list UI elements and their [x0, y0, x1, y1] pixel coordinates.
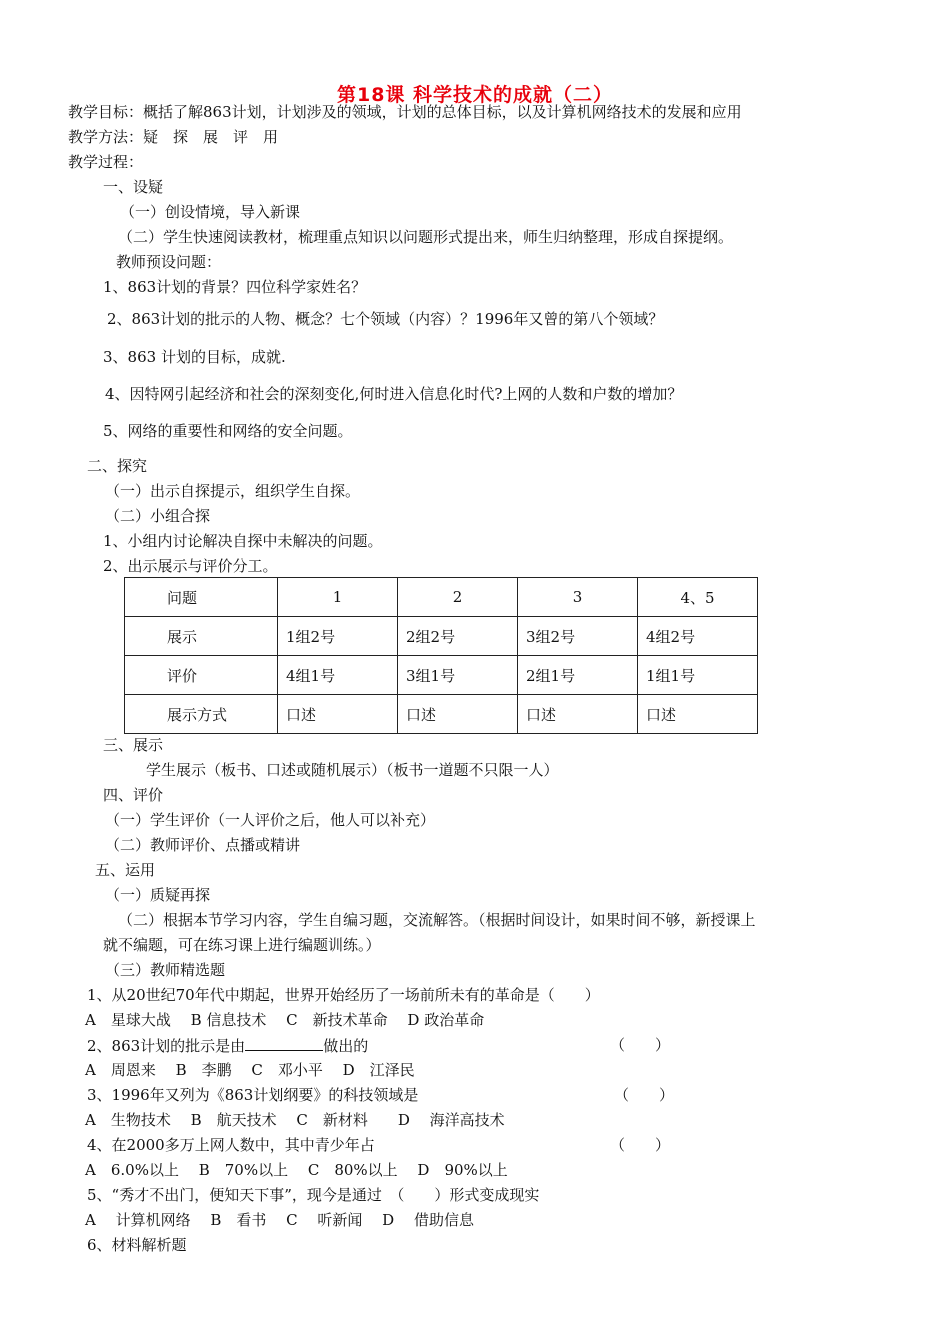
section-2-item-2: 2、出示展示与评价分工。: [103, 557, 278, 575]
quiz-question-1: 1、从20世纪70年代中期起，世界开始经历了一场前所未有的革命是（ ）: [87, 986, 600, 1004]
section-2-p1: （一）出示自探提示，组织学生自探。: [105, 482, 361, 500]
section-1-heading: 一、设疑: [103, 178, 164, 196]
quiz-question-2-paren: （ ）: [610, 1036, 671, 1054]
table-cell: 4、5: [638, 578, 758, 617]
quiz-question-2-text-a: 2、863计划的批示是由: [87, 1037, 246, 1055]
quiz-question-3-paren: （ ）: [614, 1086, 675, 1104]
section-5-p1: （一）质疑再探: [105, 886, 211, 904]
table-cell: 口述: [278, 695, 398, 734]
section-4-p2: （二）教师评价、点播或精讲: [105, 836, 301, 854]
preset-question-1: 1、863计划的背景？四位科学家姓名？: [103, 278, 367, 296]
table-cell: 4组1号: [278, 656, 398, 695]
table-cell: 2组1号: [518, 656, 638, 695]
table-cell: 评价: [125, 656, 278, 695]
section-1-p1: （一）创设情境，导入新课: [120, 203, 301, 221]
section-5-p3: （三）教师精选题: [105, 961, 226, 979]
table-row: [125, 695, 758, 734]
table-cell: 口述: [398, 695, 518, 734]
quiz-options-1: A 星球大战 B 信息技术 C 新技术革命 D 政治革命: [85, 1011, 485, 1029]
table-cell: 口述: [518, 695, 638, 734]
table-cell: 1: [278, 578, 398, 617]
teaching-process: 教学过程：: [68, 153, 144, 171]
table-row: [125, 578, 758, 617]
table-cell: 3: [518, 578, 638, 617]
section-5-p2-line2: 就不编题，可在练习课上进行编题训练。）: [103, 936, 381, 954]
preset-question-5: 5、网络的重要性和网络的安全问题。: [103, 422, 353, 440]
table-cell: 展示: [125, 617, 278, 656]
table-row: [125, 617, 758, 656]
section-2-p2: （二）小组合探: [105, 507, 211, 525]
quiz-question-6: 6、材料解析题: [87, 1236, 187, 1254]
preset-question-4: 4、因特网引起经济和社会的深刻变化,何时进入信息化时代?上网的人数和户数的增加？: [105, 385, 683, 403]
quiz-question-2: [87, 1035, 368, 1056]
preset-question-2: 2、863计划的批示的人物、概念？七个领域（内容）？1996年又曾的第八个领域？: [107, 310, 664, 328]
table-cell: 3组2号: [518, 617, 638, 656]
section-5-heading: 五、运用: [95, 861, 156, 879]
quiz-question-5: 5、“秀才不出门，便知天下事”，现今是通过 （ ）形式变成现实: [87, 1186, 540, 1204]
teaching-method: 教学方法：疑 探 展 评 用: [68, 128, 279, 146]
assignment-table: [124, 577, 758, 734]
table-cell: 2: [398, 578, 518, 617]
table-cell: 问题: [125, 578, 278, 617]
table-cell: 1组1号: [638, 656, 758, 695]
preset-questions-label: 教师预设问题：: [116, 253, 222, 271]
table-cell: 1组2号: [278, 617, 398, 656]
teaching-objective: 教学目标：概括了解863计划，计划涉及的领域，计划的总体目标，以及计算机网络技术的发展和应用: [68, 103, 742, 121]
section-5-p2-line1: （二）根据本节学习内容，学生自编习题，交流解答。（根据时间设计，如果时间不够，新授课上: [118, 911, 756, 929]
preset-question-3: 3、863 计划的目标，成就.: [103, 348, 286, 366]
quiz-question-4: 4、在2000多万上网人数中，其中青少年占: [87, 1136, 375, 1154]
section-3-p1: 学生展示（板书、口述或随机展示）（板书一道题不只限一人）: [146, 761, 559, 779]
section-2-item-1: 1、小组内讨论解决自探中未解决的问题。: [103, 532, 383, 550]
quiz-options-3: A 生物技术 B 航天技术 C 新材料 D 海洋高技术: [85, 1111, 505, 1129]
section-4-heading: 四、评价: [103, 786, 164, 804]
section-4-p1: （一）学生评价（一人评价之后，他人可以补充）: [105, 811, 436, 829]
table-cell: 4组2号: [638, 617, 758, 656]
section-2-heading: 二、探究: [87, 457, 148, 475]
quiz-question-4-paren: （ ）: [610, 1136, 671, 1154]
quiz-question-2-text-b: 做出的: [323, 1037, 369, 1055]
quiz-options-5: A 计算机网络 B 看书 C 听新闻 D 借助信息: [85, 1211, 474, 1229]
table-cell: 口述: [638, 695, 758, 734]
page-title: 第18课 科学技术的成就（二）: [336, 84, 614, 106]
answer-blank: [245, 1035, 323, 1051]
section-3-heading: 三、展示: [103, 736, 164, 754]
section-1-p2: （二）学生快速阅读教材，梳理重点知识以问题形式提出来，师生归纳整理，形成自探提纲。: [118, 228, 734, 246]
quiz-question-3: 3、1996年又列为《863计划纲要》的科技领域是: [87, 1086, 419, 1104]
quiz-options-2: A 周恩来 B 李鹏 C 邓小平 D 江泽民: [85, 1061, 415, 1079]
table-cell: 3组1号: [398, 656, 518, 695]
table-cell: 2组2号: [398, 617, 518, 656]
table-row: [125, 656, 758, 695]
table-cell: 展示方式: [125, 695, 278, 734]
quiz-options-4: A 6.0%以上 B 70%以上 C 80%以上 D 90%以上: [85, 1161, 508, 1179]
